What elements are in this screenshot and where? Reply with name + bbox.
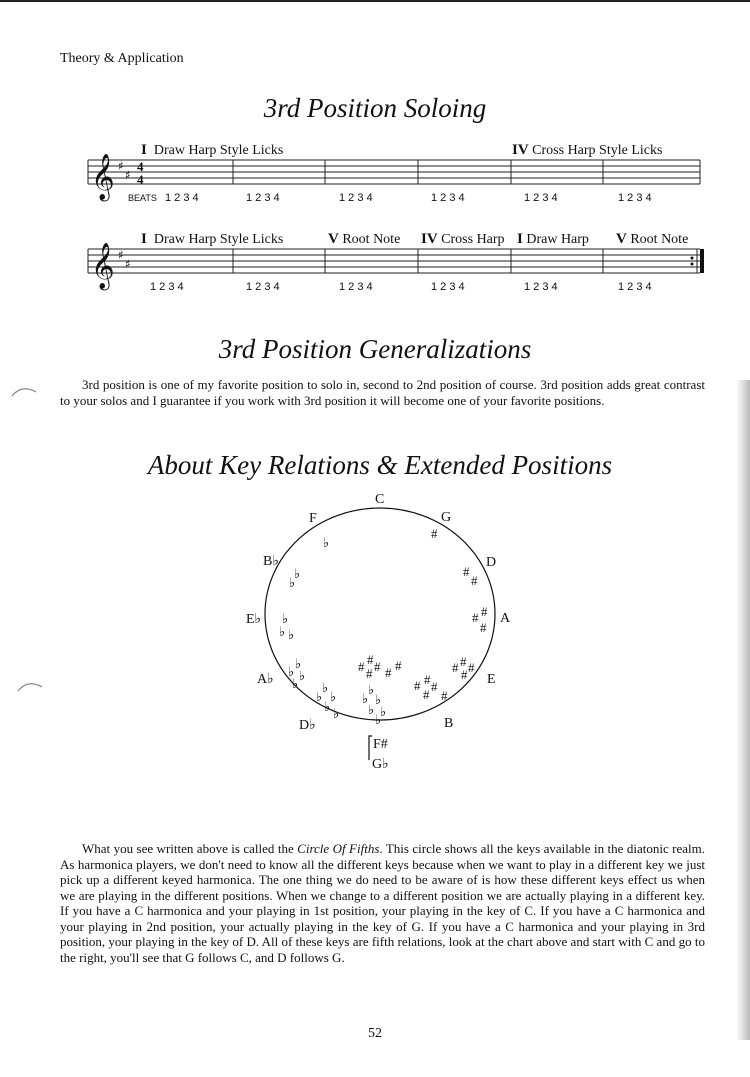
beat-count: 1 2 3 4 bbox=[524, 192, 558, 204]
margin-mark bbox=[10, 382, 40, 402]
sharp-icon: # bbox=[461, 667, 468, 682]
key-g: G bbox=[441, 510, 452, 525]
key-a: A bbox=[500, 611, 511, 626]
sharp-icon: # bbox=[431, 679, 438, 694]
staff2-label-2: V Root Note bbox=[328, 231, 401, 247]
flat-icon: ♭ bbox=[375, 692, 382, 707]
flat-icon: ♭ bbox=[330, 689, 337, 704]
key-e-flat: E♭ bbox=[246, 612, 262, 627]
title-soloing: 3rd Position Soloing bbox=[263, 93, 487, 123]
beat-count: 1 2 3 4 bbox=[618, 192, 652, 204]
sharp-icon: # bbox=[481, 604, 488, 619]
sharp-icon: # bbox=[472, 610, 479, 625]
page-edge-shadow bbox=[736, 380, 750, 1040]
beat-count: 1 2 3 4 bbox=[246, 281, 280, 293]
key-b-flat: B♭ bbox=[263, 554, 279, 569]
flat-icon: ♭ bbox=[368, 682, 375, 697]
key-d: D bbox=[486, 555, 497, 570]
beat-count: 1 2 3 4 bbox=[618, 281, 652, 293]
sharp-icon: # bbox=[374, 659, 381, 674]
staff2-label-4: I Draw Harp bbox=[517, 231, 589, 247]
flat-icon: ♭ bbox=[375, 712, 382, 727]
sharp-icon: # bbox=[366, 666, 373, 681]
staff1-label-iv: IV Cross Harp Style Licks bbox=[512, 142, 663, 158]
sharp-icon: # bbox=[414, 678, 421, 693]
beat-count: 1 2 3 4 bbox=[431, 192, 465, 204]
sharp-icon: # bbox=[358, 659, 365, 674]
page-number: 52 bbox=[368, 1026, 382, 1041]
staff1-label-i: I Draw Harp Style Licks bbox=[141, 142, 284, 158]
margin-mark bbox=[16, 677, 46, 697]
flat-icon: ♭ bbox=[288, 664, 295, 679]
sharp-icon: # bbox=[367, 652, 374, 667]
sharp-icon: ♯ bbox=[125, 257, 131, 271]
flat-icon: ♭ bbox=[288, 627, 295, 642]
flat-icon: ♭ bbox=[316, 689, 323, 704]
beat-count: 1 2 3 4 bbox=[165, 192, 199, 204]
flat-icon: ♭ bbox=[282, 611, 289, 626]
flat-icon: ♭ bbox=[324, 699, 331, 714]
beat-count: 1 2 3 4 bbox=[339, 192, 373, 204]
key-a-flat: A♭ bbox=[257, 672, 274, 687]
beat-count: 1 2 3 4 bbox=[431, 281, 465, 293]
title-key-relations: About Key Relations & Extended Positions bbox=[147, 450, 613, 480]
paragraph-intro: 3rd position is one of my favorite position to solo in, second to 2nd position of course. 3rd position adds great contrast to your solos and I guarantee if you work with 3rd position it will become one of your favorite positions. bbox=[60, 377, 705, 408]
flat-icon: ♭ bbox=[322, 680, 329, 695]
beats-word: BEATS bbox=[128, 193, 157, 203]
key-f-sharp: F# bbox=[373, 737, 388, 752]
key-b: B bbox=[444, 716, 454, 731]
flat-icon: ♭ bbox=[294, 566, 301, 581]
time-signature-bottom: 4 bbox=[137, 172, 144, 187]
flat-icon: ♭ bbox=[299, 668, 306, 683]
beat-count: 1 2 3 4 bbox=[339, 281, 373, 293]
beat-count: 1 2 3 4 bbox=[150, 281, 184, 293]
circle-of-fifths-term: Circle Of Fifths bbox=[297, 841, 380, 856]
sharp-icon: ♯ bbox=[125, 168, 131, 182]
flat-icon: ♭ bbox=[368, 702, 375, 717]
sharp-icon: # bbox=[385, 665, 392, 680]
flat-icon: ♭ bbox=[279, 624, 286, 639]
key-e: E bbox=[487, 672, 496, 687]
flat-icon: ♭ bbox=[289, 575, 296, 590]
staff2-label-5: V Root Note bbox=[616, 231, 689, 247]
key-f: F bbox=[309, 511, 317, 526]
flat-icon: ♭ bbox=[380, 704, 387, 719]
sharp-icon: # bbox=[431, 526, 438, 541]
flat-icon: ♭ bbox=[323, 535, 330, 550]
sharp-icon: ♯ bbox=[118, 248, 124, 262]
treble-clef-icon: 𝄞 bbox=[91, 154, 115, 200]
sharp-icon: # bbox=[463, 564, 470, 579]
treble-clef-icon: 𝄞 bbox=[91, 243, 115, 289]
running-header: Theory & Application bbox=[60, 51, 184, 66]
flat-icon: ♭ bbox=[292, 676, 299, 691]
sharp-icon: # bbox=[424, 672, 431, 687]
key-c: C bbox=[375, 492, 385, 507]
sharp-icon: # bbox=[480, 620, 487, 635]
flat-icon: ♭ bbox=[295, 656, 302, 671]
sharp-icon: # bbox=[471, 573, 478, 588]
sharp-icon: # bbox=[423, 687, 430, 702]
title-generalizations: 3rd Position Generalizations bbox=[218, 334, 532, 364]
sharp-icon: ♯ bbox=[118, 159, 124, 173]
sharp-icon: # bbox=[468, 660, 475, 675]
beat-count: 1 2 3 4 bbox=[524, 281, 558, 293]
sharp-icon: # bbox=[460, 654, 467, 669]
staff2-label-1: I Draw Harp Style Licks bbox=[141, 231, 284, 247]
staff2-label-3: IV Cross Harp bbox=[421, 231, 505, 247]
sharp-icon: # bbox=[452, 660, 459, 675]
paragraph-circle-of-fifths: What you see written above is called the Circle Of Fifths. This circle shows all the keys available in the diatonic realm. As harmonica players, we don't need to know all the different keys because when we want to play in a different key we just pick up a different keyed harmonica. The one thing we do need to be aware of is how these different keys effect us when we are playing in the different positions. When we change to a different position we are actually playing in a different key. If you have a C harmonica and your playing in 1st position, your playing in the key of C. If you have a C harmonica and your playing in 2nd position, your actually playing in the key of G. If you have a C harmonica and your playing in 3rd position, your playing in the key of D. All of these keys are fifth relations, look at the chart above and start with C and go to the right, you'll see that G follows C, and D follows G. bbox=[60, 841, 705, 965]
flat-icon: ♭ bbox=[333, 706, 340, 721]
sharp-icon: # bbox=[395, 658, 402, 673]
key-g-flat: G♭ bbox=[372, 757, 389, 772]
beat-count: 1 2 3 4 bbox=[246, 192, 280, 204]
sharp-icon: # bbox=[441, 688, 448, 703]
key-d-flat: D♭ bbox=[299, 718, 316, 733]
flat-icon: ♭ bbox=[362, 691, 369, 706]
time-signature-top: 4 bbox=[137, 159, 144, 174]
